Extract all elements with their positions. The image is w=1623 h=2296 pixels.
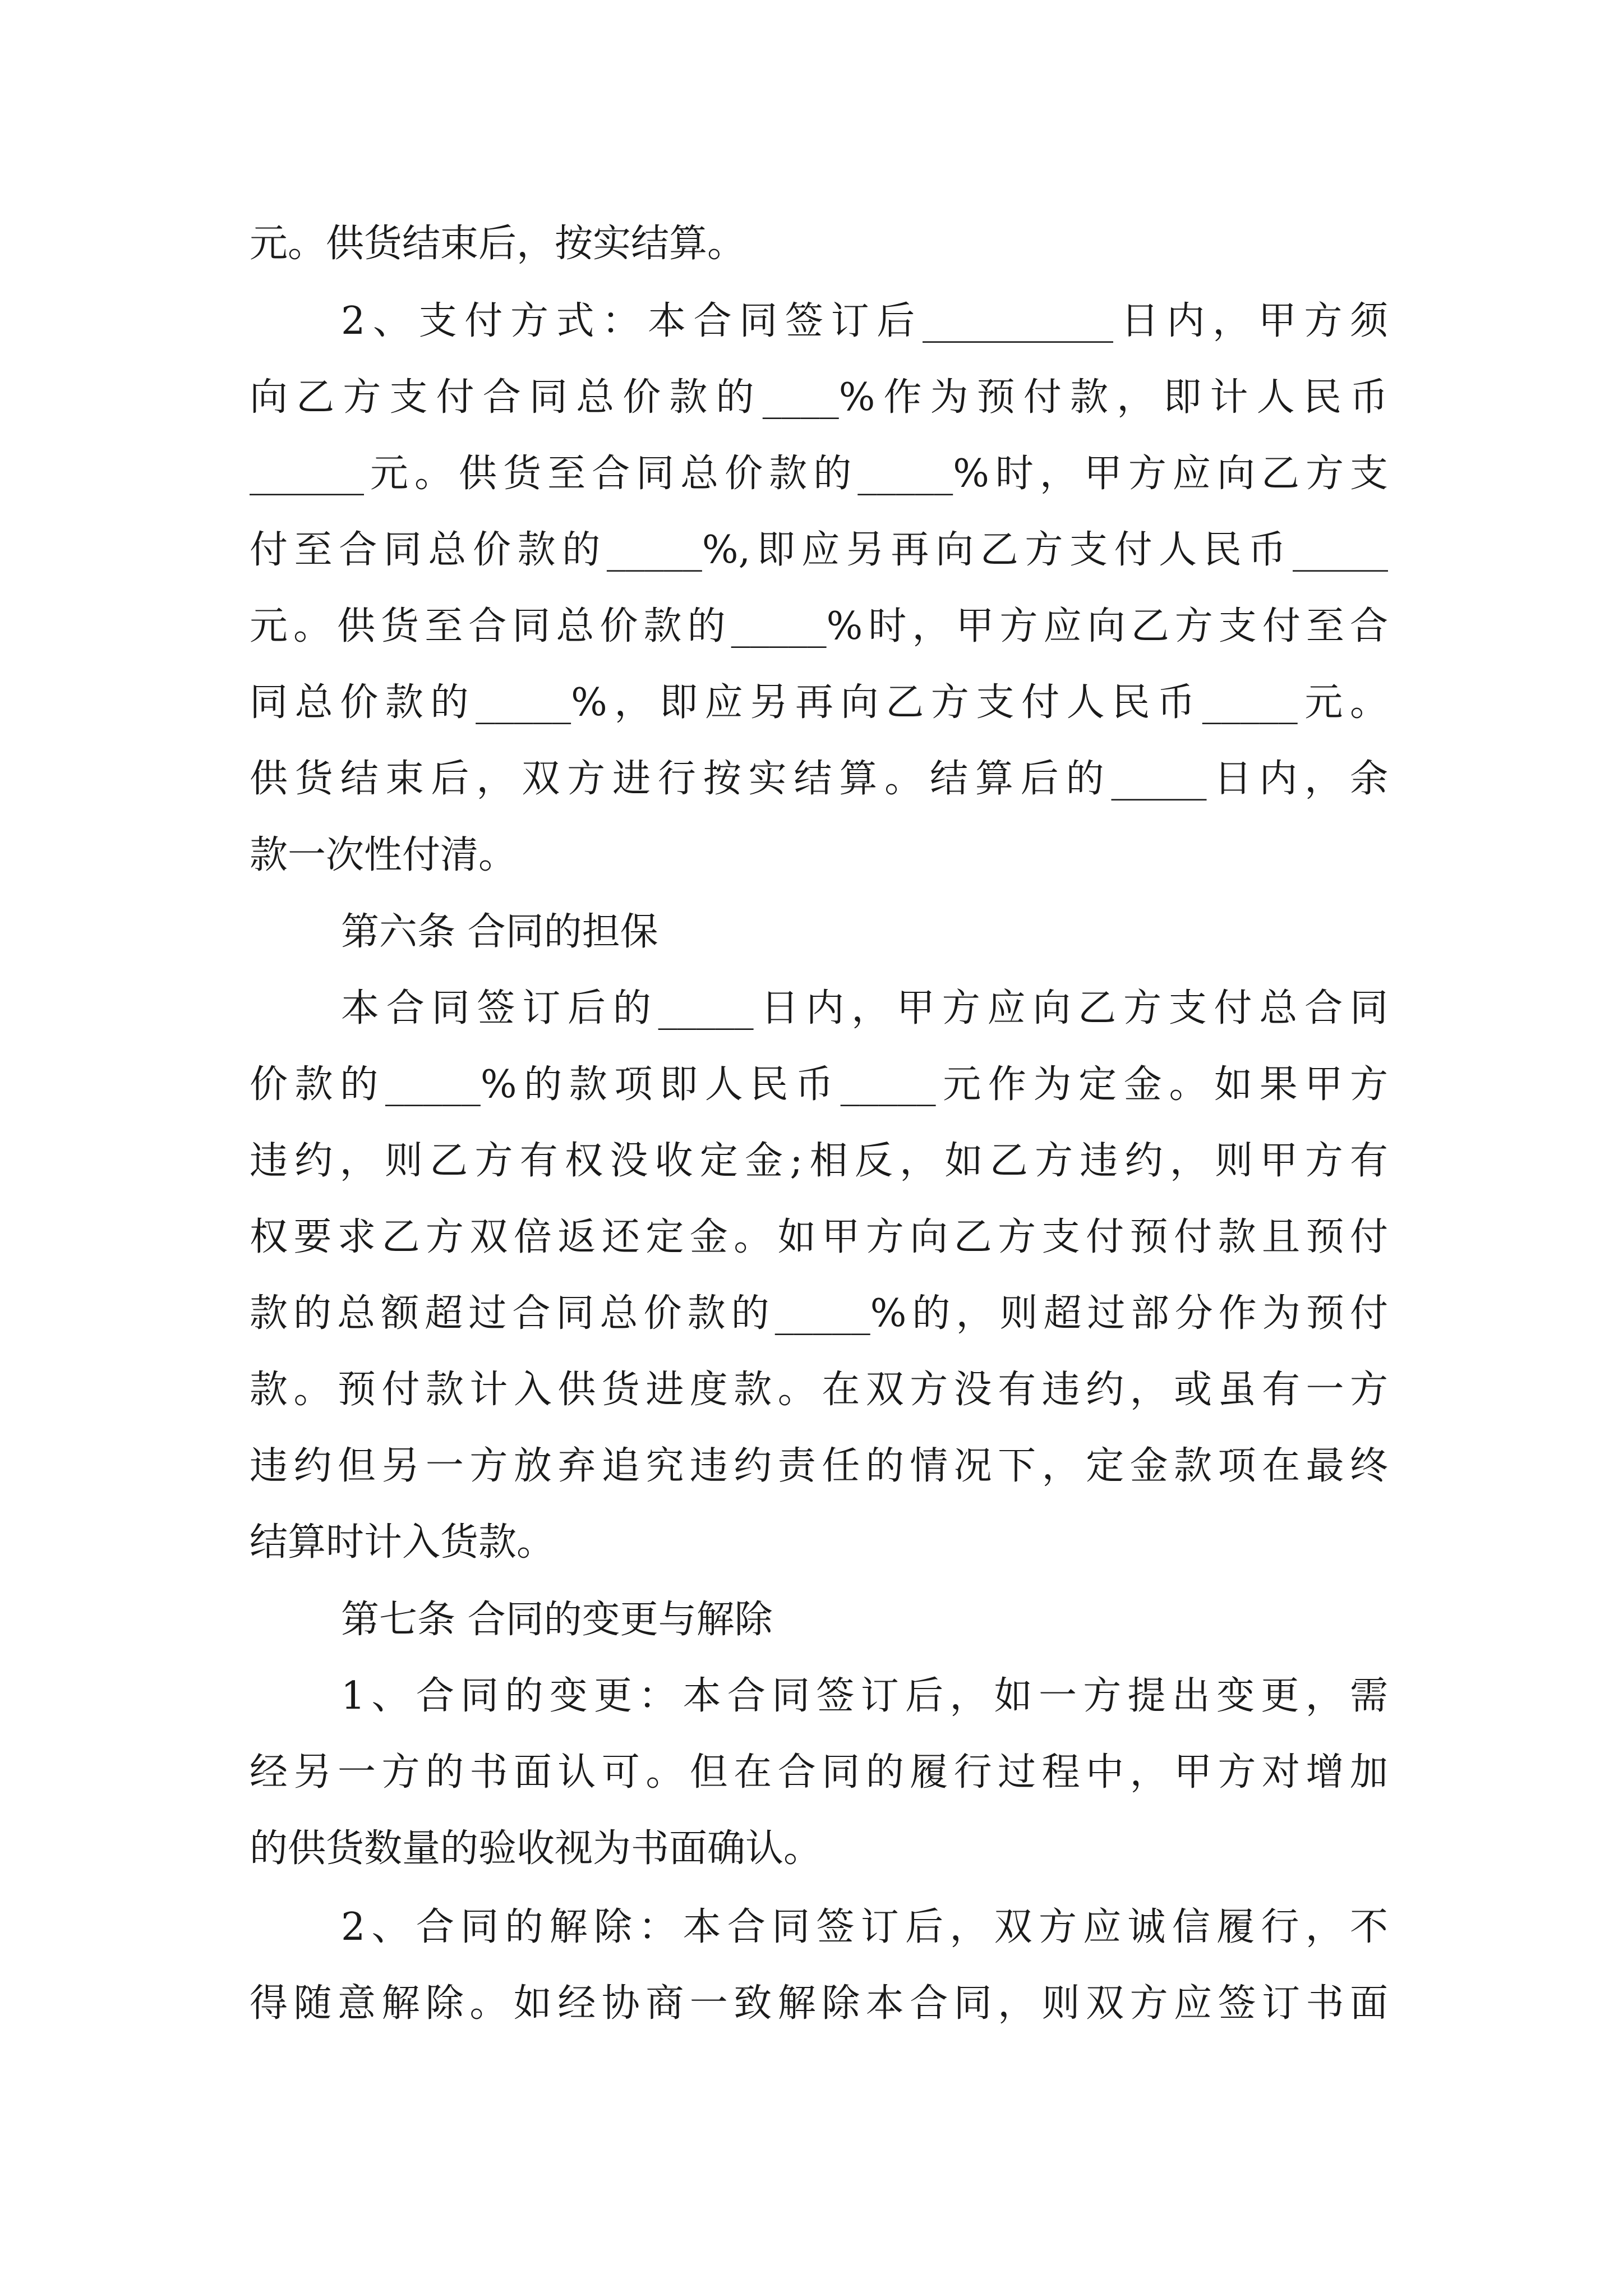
paragraph-line: 违约，则乙方有权没收定金;相反，如乙方违约，则甲方有 [250, 1139, 1388, 1183]
paragraph-line: ______元。供货至合同总价款的_____%时，甲方应向乙方支 [250, 452, 1388, 496]
section-heading: 第六条 合同的担保 [341, 910, 658, 954]
paragraph-line: 2、支付方式：本合同签订后__________日内，甲方须 [341, 299, 1388, 343]
paragraph-line: 得随意解除。如经协商一致解除本合同，则双方应签订书面 [250, 1981, 1388, 2026]
paragraph-line: 价款的_____%的款项即人民币_____元作为定金。如果甲方 [250, 1062, 1388, 1107]
paragraph-line: 本合同签订后的_____日内，甲方应向乙方支付总合同 [341, 986, 1388, 1030]
paragraph-line: 同总价款的_____%，即应另再向乙方支付人民币_____元。 [250, 680, 1388, 725]
paragraph-line: 款。预付款计入供货进度款。在双方没有违约，或虽有一方 [250, 1368, 1388, 1412]
paragraph-line: 经另一方的书面认可。但在合同的履行过程中，甲方对增加 [250, 1750, 1388, 1795]
paragraph-line: 违约但另一方放弃追究违约责任的情况下，定金款项在最终 [250, 1444, 1388, 1488]
paragraph-line: 结算时计入货款。 [250, 1520, 555, 1565]
paragraph-line: 供货结束后，双方进行按实结算。结算后的_____日内，余 [250, 757, 1388, 801]
paragraph-line: 款一次性付清。 [250, 833, 517, 877]
paragraph-line: 款的总额超过合同总价款的_____%的，则超过部分作为预付 [250, 1291, 1388, 1336]
paragraph-line: 付至合同总价款的_____%,即应另再向乙方支付人民币_____ [250, 528, 1388, 572]
paragraph-line: 的供货数量的验收视为书面确认。 [250, 1826, 822, 1871]
paragraph-line: 向乙方支付合同总价款的____%作为预付款，即计人民币 [250, 375, 1388, 420]
paragraph-line: 2、合同的解除：本合同签订后，双方应诚信履行，不 [341, 1905, 1388, 1949]
paragraph-line: 元。供货至合同总价款的_____%时，甲方应向乙方支付至合 [250, 604, 1388, 648]
section-heading: 第七条 合同的变更与解除 [341, 1598, 773, 1642]
paragraph-line: 权要求乙方双倍返还定金。如甲方向乙方支付预付款且预付 [250, 1215, 1388, 1259]
paragraph-line: 元。供货结束后，按实结算。 [250, 222, 746, 266]
paragraph-line: 1、合同的变更：本合同签订后，如一方提出变更，需 [341, 1674, 1388, 1718]
